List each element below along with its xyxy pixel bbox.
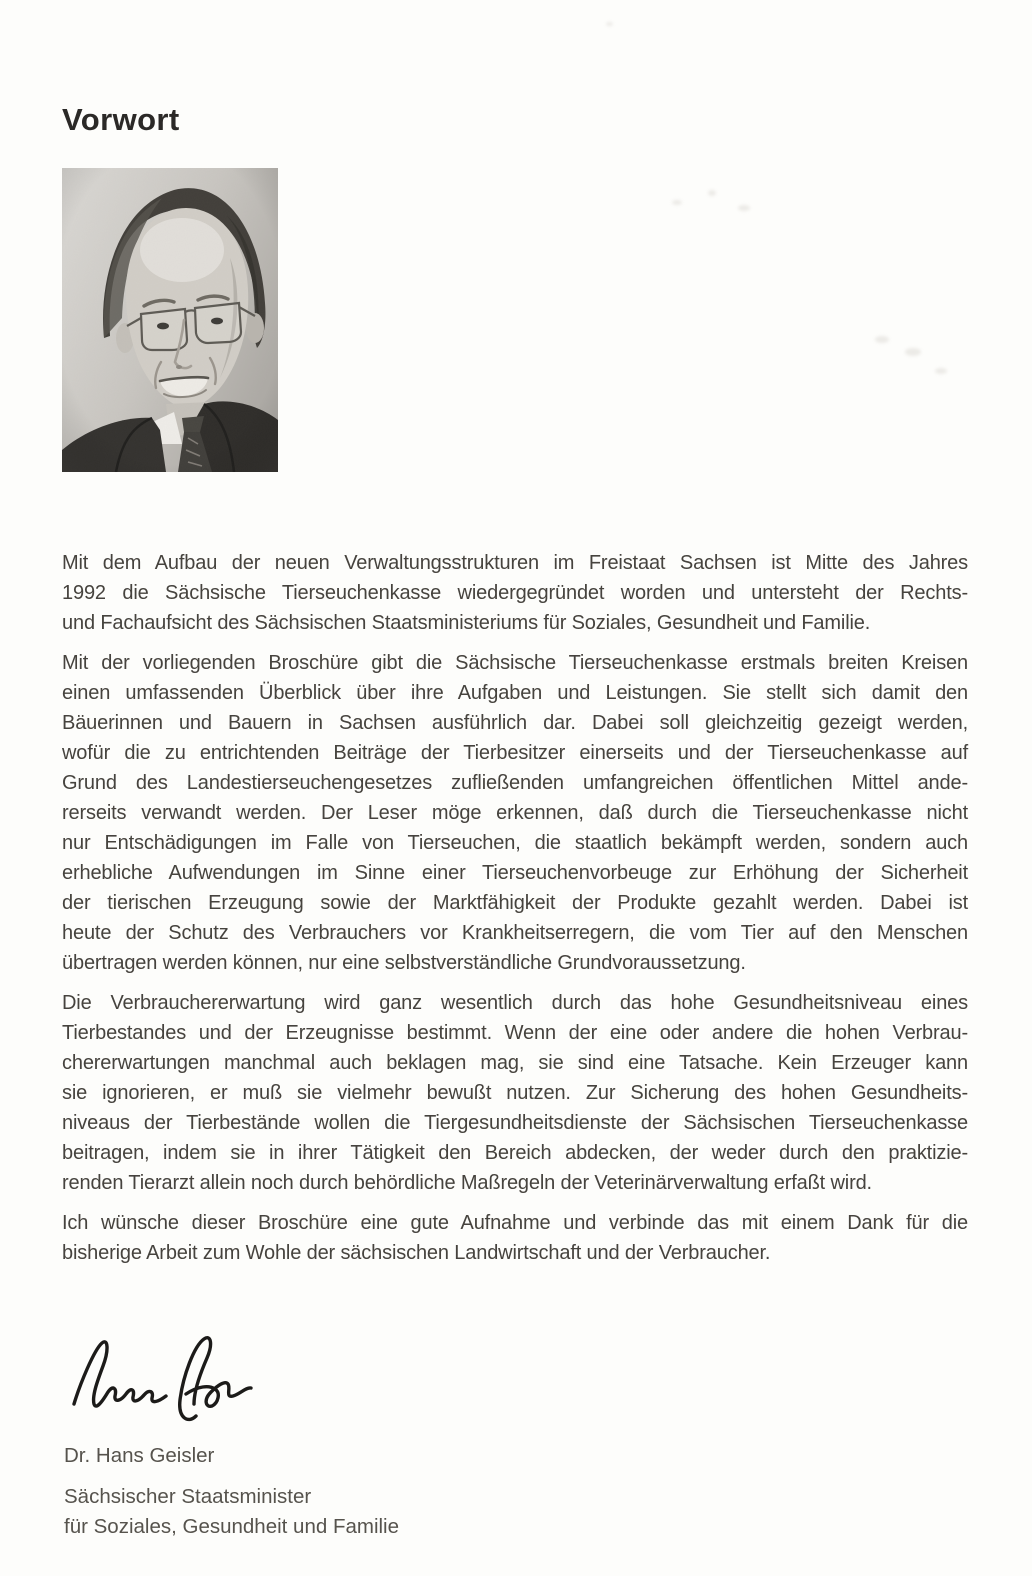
paragraph [62,1208,968,1268]
scan-smudge [935,368,947,374]
signature-graphic [66,1330,296,1430]
text-line: Die Verbrauchererwartung wird ganz wesentlich durch das hohe Gesundheitsniveau eines [62,992,968,1014]
text-line: einen umfassenden Überblick über ihre Aufgaben und Leistungen. Sie stellt sich damit den [62,682,968,704]
scan-smudge [905,348,921,356]
text-line: bisherige Arbeit zum Wohle der sächsischen Landwirtschaft und der Verbraucher. [62,1242,771,1264]
text-line: heute der Schutz des Verbrauchers vor Krankheitserregern, die vom Tier auf den Menschen [62,922,968,944]
text-line: rerseits verwandt werden. Der Leser möge erkennen, daß durch die Tierseuchenkasse nicht [62,802,968,824]
paragraph [62,648,968,978]
text-line: und Fachaufsicht des Sächsischen Staatsministeriums für Soziales, Gesundheit und Familie. [62,612,871,634]
signature-image [66,1330,296,1430]
portrait-photo-graphic [62,168,278,472]
text-line: sie ignorieren, er muß sie vielmehr bewußt nutzen. Zur Sicherung des hohen Gesundheits- [62,1082,968,1104]
paragraph [62,988,968,1198]
text-line: erhebliche Aufwendungen im Sinne einer Tierseuchenvorbeuge zur Erhöhung der Sicherheit [62,862,968,884]
paragraph [62,548,968,638]
text-line: chererwartungen manchmal auch beklagen mag, sie sind eine Tatsache. Kein Erzeuger kann [62,1052,968,1074]
text-line: Grund des Landestierseuchengesetzes zufließenden umfangreichen öffentlichen Mittel ande- [62,772,968,794]
scan-smudge [875,336,889,343]
text-line: Ich wünsche dieser Broschüre eine gute Aufnahme und verbinde das mit einem Dank für die [62,1212,968,1234]
scan-smudge [708,190,716,196]
text-line: 1992 die Sächsische Tierseuchenkasse wiedergegründet worden und untersteht der Rechts- [62,582,968,604]
signatory-title-line2: für Soziales, Gesundheit und Familie [64,1515,400,1538]
foreword-text [62,548,968,1278]
scan-smudge [738,205,750,211]
text-line: nur Entschädigungen im Falle von Tierseuchen, die staatlich bekämpft werden, sondern auch [62,832,968,854]
signatory-name: Dr. Hans Geisler [64,1444,215,1467]
text-line: Bäuerinnen und Bauern in Sachsen ausführlich dar. Dabei soll gleichzeitig gezeigt werden, [62,712,968,734]
scan-smudge [606,22,613,26]
text-line: Mit dem Aufbau der neuen Verwaltungsstrukturen im Freistaat Sachsen ist Mitte des Jahres [62,552,968,574]
text-line: der tierischen Erzeugung sowie der Marktfähigkeit der Produkte gezahlt werden. Dabei ist [62,892,968,914]
signatory-title [64,1482,399,1542]
portrait-photo [62,168,278,472]
signatory-title-line1: Sächsischer Staatsminister [64,1485,312,1508]
text-line: Tierbestandes und der Erzeugnisse bestimmt. Wenn der eine oder andere die hohen Verbrau- [62,1022,968,1044]
page-title: Vorwort [62,102,180,137]
text-line: übertragen werden können, nur eine selbstverständliche Grundvoraussetzung. [62,952,746,974]
scan-smudge [672,200,682,205]
text-line: Mit der vorliegenden Broschüre gibt die Sächsische Tierseuchenkasse erstmals breiten Kreisen [62,652,968,674]
text-line: beitragen, indem sie in ihrer Tätigkeit den Bereich abdecken, der weder durch den praktizie- [62,1142,968,1164]
text-line: niveaus der Tierbestände wollen die Tiergesundheitsdienste der Sächsischen Tierseuchenkasse [62,1112,968,1134]
text-line: wofür die zu entrichtenden Beiträge der Tierbesitzer einerseits und der Tierseuchenkasse auf [62,742,968,764]
text-line: renden Tierarzt allein noch durch behördliche Maßregeln der Veterinärverwaltung erfaßt wird. [62,1172,872,1194]
